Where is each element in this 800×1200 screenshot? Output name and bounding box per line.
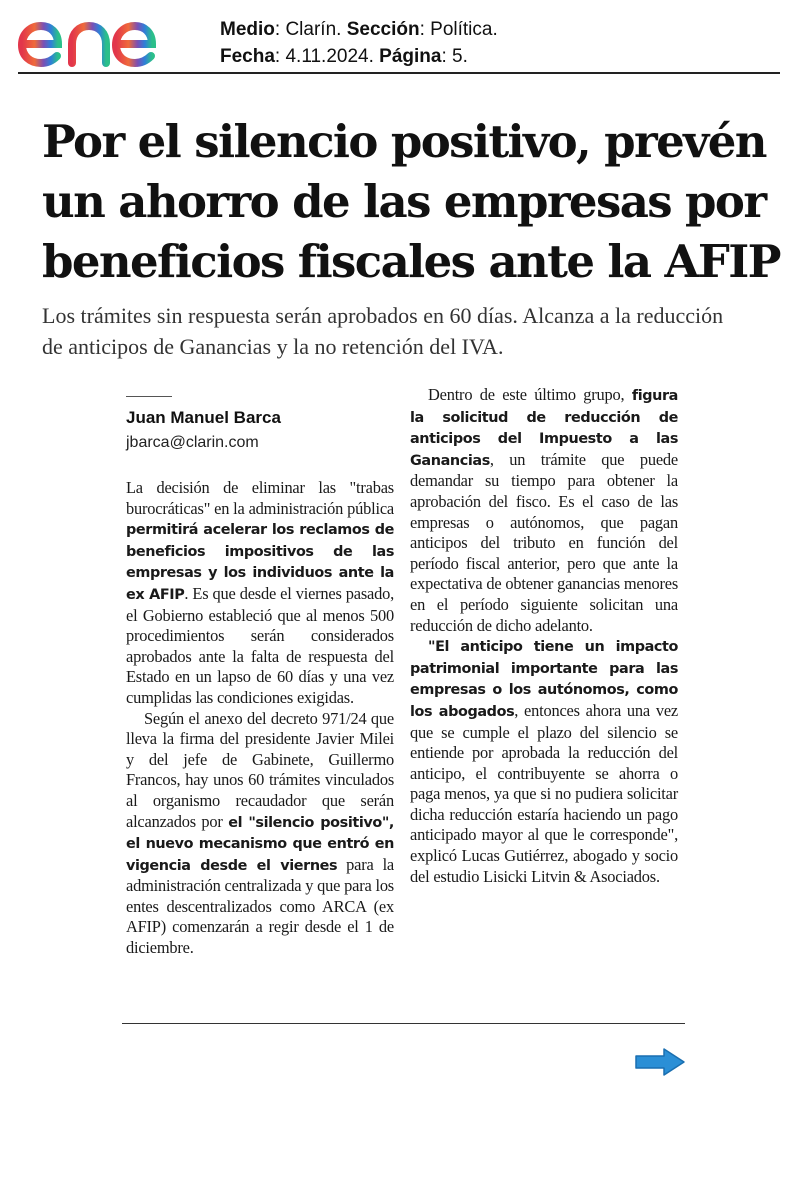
meta-line-2: Fecha: 4.11.2024. Página: 5.	[220, 46, 468, 67]
arrow-right-icon[interactable]	[634, 1046, 686, 1078]
clipping-meta	[220, 16, 498, 70]
meta-line-1: Medio: Clarín. Sección: Política.	[220, 19, 498, 40]
article-column-left	[126, 478, 394, 959]
article-headline	[42, 112, 782, 292]
paragraph-1: La decisión de eliminar las "trabas burocráticas" en la administración pública permitirá acelerar los reclamos de beneficios impositivos de las empresas y los individuos ante la ex AFIP. Es que desde el viernes pasado, el Gobierno estableció que al menos 500 procedimientos serán considerados aprobados ante la falta de respuesta del Estado en un lapso de 60 días y una vez cumplidas las condiciones exigidas.	[126, 478, 394, 707]
seccion-value: Política	[430, 19, 493, 40]
byline-divider	[126, 396, 172, 397]
article-end-divider	[122, 1023, 685, 1024]
enel-logo	[16, 6, 191, 70]
author-name: Juan Manuel Barca	[126, 408, 281, 427]
medio-label: Medio	[220, 19, 275, 40]
headline-line: un ahorro de las empresas por	[42, 175, 766, 228]
article-column-right	[410, 385, 678, 887]
subhead-line: de anticipos de Ganancias y la no retención del IVA.	[42, 334, 504, 359]
fecha-label: Fecha	[220, 46, 275, 67]
paragraph-2: Según el anexo del decreto 971/24 que lleva la firma del presidente Javier Milei y del jefe de Gabinete, Guillermo Francos, hay unos 60 trámites vinculados al organismo recaudador que serán alcanzados por el "silencio positivo", el nuevo mecanismo que entró en vigencia desde el viernes para la administración centralizada y que para los entes descentralizados como ARCA (ex AFIP) comenzarán a regir desde el 1 de diciembre.	[126, 708, 394, 958]
article-subhead	[42, 300, 782, 362]
highlight: figura la solicitud de reducción de anticipos del Impuesto a las Ganancias	[410, 388, 678, 469]
seccion-label: Sección	[346, 19, 420, 40]
headline-line: Por el silencio positivo, prevén	[42, 115, 766, 168]
pagina-label: Página	[379, 46, 442, 67]
subhead-line: Los trámites sin respuesta serán aprobados en 60 días. Alcanza a la reducción	[42, 303, 724, 328]
fecha-value: 4.11.2024	[285, 46, 369, 67]
author-email: jbarca@clarin.com	[126, 434, 259, 451]
highlight: el "silencio positivo", el nuevo mecanismo que entró en vigencia desde el viernes	[126, 814, 394, 874]
paragraph-4: "El anticipo tiene un impacto patrimonial importante para las empresas o los autónomos, como los abogados, entonces ahora una vez que se cumple el plazo del silencio se entiende por aprobada la reducción del anticipo, el contribuyente se ahorra o paga menos, ya que si no pudiera solicitar dicha reducción estaría haciendo un pago anticipado mayor al que le corresponde", explicó Lucas Gutiérrez, abogado y socio del estudio Lisicki Litvin & Asociados.	[410, 639, 679, 886]
pagina-value: 5	[452, 46, 463, 67]
medio-value: Clarín	[285, 19, 337, 40]
paragraph-3: Dentro de este último grupo, figura la solicitud de reducción de anticipos del Impuesto a las Ganancias, un trámite que puede demandar su tiempo para obtener la aprobación del fisco. Es el caso de las empresas o autónomos, que pagan anticipos del tributo en función del período fiscal anterior, pero que ante la expectativa de obtener ganancias menores en el período siguiente solicitan una reducción de dicho adelanto.	[410, 385, 678, 635]
highlight: permitirá acelerar los reclamos de beneficios impositivos de las empresas y los individuos ante la ex AFIP	[126, 522, 394, 603]
highlight: "El anticipo tiene un impacto patrimonial importante para las empresas o los autónomos, como los abogados	[410, 639, 678, 720]
headline-line: beneficios fiscales ante la AFIP	[42, 235, 780, 288]
header-divider	[18, 72, 780, 74]
